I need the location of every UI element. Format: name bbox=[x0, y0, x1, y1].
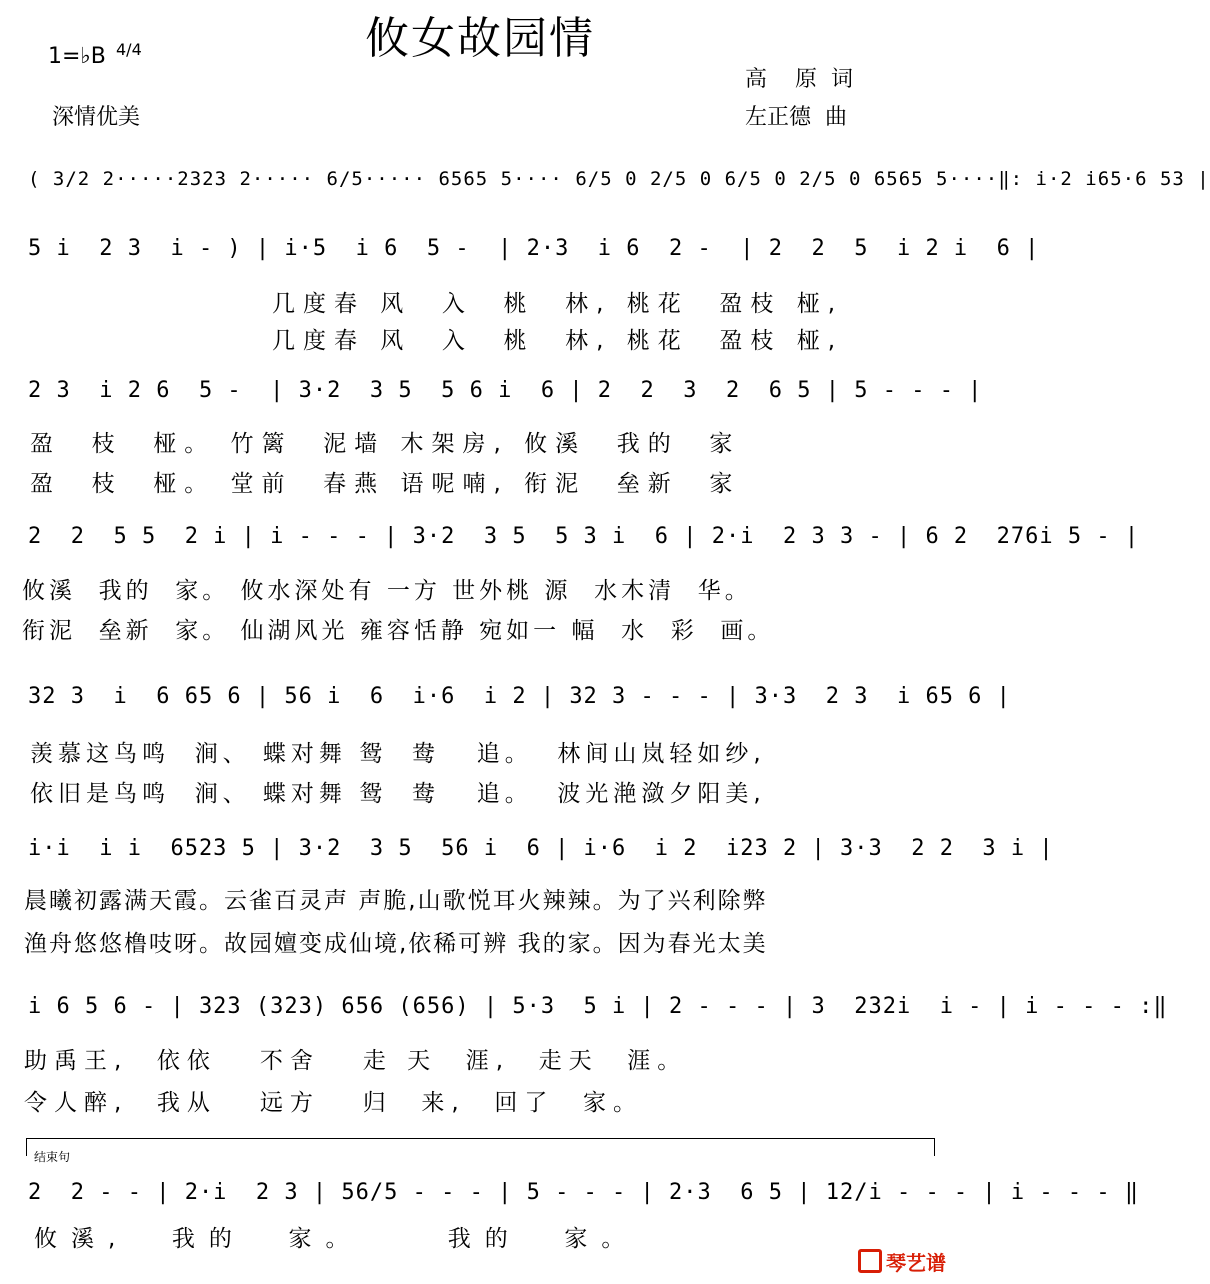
system-6-lyric-2: 渔舟悠悠橹吱呀。故园嬗变成仙境,依稀可辨 我的家。因为春光太美 bbox=[24, 931, 768, 957]
system-7-notes: i 6 5 6 - | 323 (323) 656 (656) | 5·3 5 i | 2 - - - | 3 232i i - | i - - - :‖ bbox=[28, 994, 1168, 1019]
ending-frame-top bbox=[26, 1138, 934, 1139]
song-title: 攸女故园情 bbox=[365, 13, 595, 64]
system-3-notes: 2 3 i 2 6 5 - | 3·2 3 5 5 6 i 6 | 2 2 3 2 6 5 | 5 - - - | bbox=[28, 378, 983, 403]
watermark-logo bbox=[858, 1247, 946, 1276]
system-6-lyric-1: 晨曦初露满天霞。云雀百灵声 声脆,山歌悦耳火辣辣。为了兴利除弊 bbox=[24, 888, 768, 914]
ending-frame-right bbox=[934, 1138, 935, 1156]
watermark-text: 琴艺谱 bbox=[886, 1251, 946, 1275]
system-7-lyric-2: 令人醉, 我从 远方 归 来, 回了 家。 bbox=[24, 1090, 643, 1116]
lyricist: 高 原 词 bbox=[745, 67, 853, 92]
system-7-lyric-1: 助禹王, 依依 不舍 走 天 涯, 走天 涯。 bbox=[24, 1048, 688, 1074]
system-6-notes: i·i i i 6523 5 | 3·2 3 5 56 i 6 | i·6 i 2 i23 2 | 3·3 2 2 3 i | bbox=[28, 836, 1054, 861]
system-2-notes: 5 i 2 3 i - ) | i·5 i 6 5 - | 2·3 i 6 2 - | 2 2 5 i 2 i 6 | bbox=[28, 236, 1040, 261]
system-1-notes: ( 3/2 2·····2323 2····· 6/5····· 6565 5···· 6/5 0 2/5 0 6/5 0 2/5 0 6565 5····‖: i·2 i65·6 53 | bbox=[28, 168, 1210, 190]
ending-label: 结束句 bbox=[34, 1150, 71, 1164]
ending-frame-left bbox=[26, 1138, 27, 1156]
system-4-notes: 2 2 5 5 2 i | i - - - | 3·2 3 5 5 3 i 6 | 2·i 2 3 3 - | 6 2 276i 5 - | bbox=[28, 524, 1140, 549]
time-signature: 4/4 bbox=[116, 40, 142, 59]
system-3-lyric-2: 盈 枝 桠。 堂前 春燕 语呢喃, 衔泥 垒新 家 bbox=[30, 471, 741, 497]
logo-icon bbox=[858, 1249, 882, 1273]
system-5-notes: 32 3 i 6 65 6 | 56 i 6 i·6 i 2 | 32 3 - - - | 3·3 2 3 i 65 6 | bbox=[28, 684, 1011, 709]
system-4-lyric-1: 攸溪 我的 家。 攸水深处有 一方 世外桃 源 水木清 华。 bbox=[22, 578, 752, 604]
system-8-lyric-1: 攸溪, 我的 家。 我的 家。 bbox=[34, 1226, 639, 1252]
tempo-marking: 深情优美 bbox=[52, 105, 141, 130]
system-8-notes: 2 2 - - | 2·i 2 3 | 56/5 - - - | 5 - - - | 2·3 6 5 | 12/i - - - | i - - - ‖ bbox=[28, 1180, 1140, 1205]
key-signature: 1=♭B bbox=[48, 44, 106, 69]
system-3-lyric-1: 盈 枝 桠。 竹篱 泥墙 木架房, 攸溪 我的 家 bbox=[30, 431, 741, 457]
system-5-lyric-1: 羡慕这鸟鸣 涧、 蝶对舞 鸳 鸯 追。 林间山岚轻如纱, bbox=[30, 741, 766, 767]
system-2-lyric-2: 几度春 风 入 桃 林, 桃花 盈枝 桠, bbox=[272, 328, 844, 354]
system-4-lyric-2: 衔泥 垒新 家。 仙湖风光 雍容恬静 宛如一 幅 水 彩 画。 bbox=[22, 618, 775, 644]
composer: 左正德 曲 bbox=[745, 105, 847, 130]
system-2-lyric-1: 几度春 风 入 桃 林, 桃花 盈枝 桠, bbox=[272, 291, 844, 317]
system-5-lyric-2: 依旧是鸟鸣 涧、 蝶对舞 鸳 鸯 追。 波光滟潋夕阳美, bbox=[30, 781, 766, 807]
